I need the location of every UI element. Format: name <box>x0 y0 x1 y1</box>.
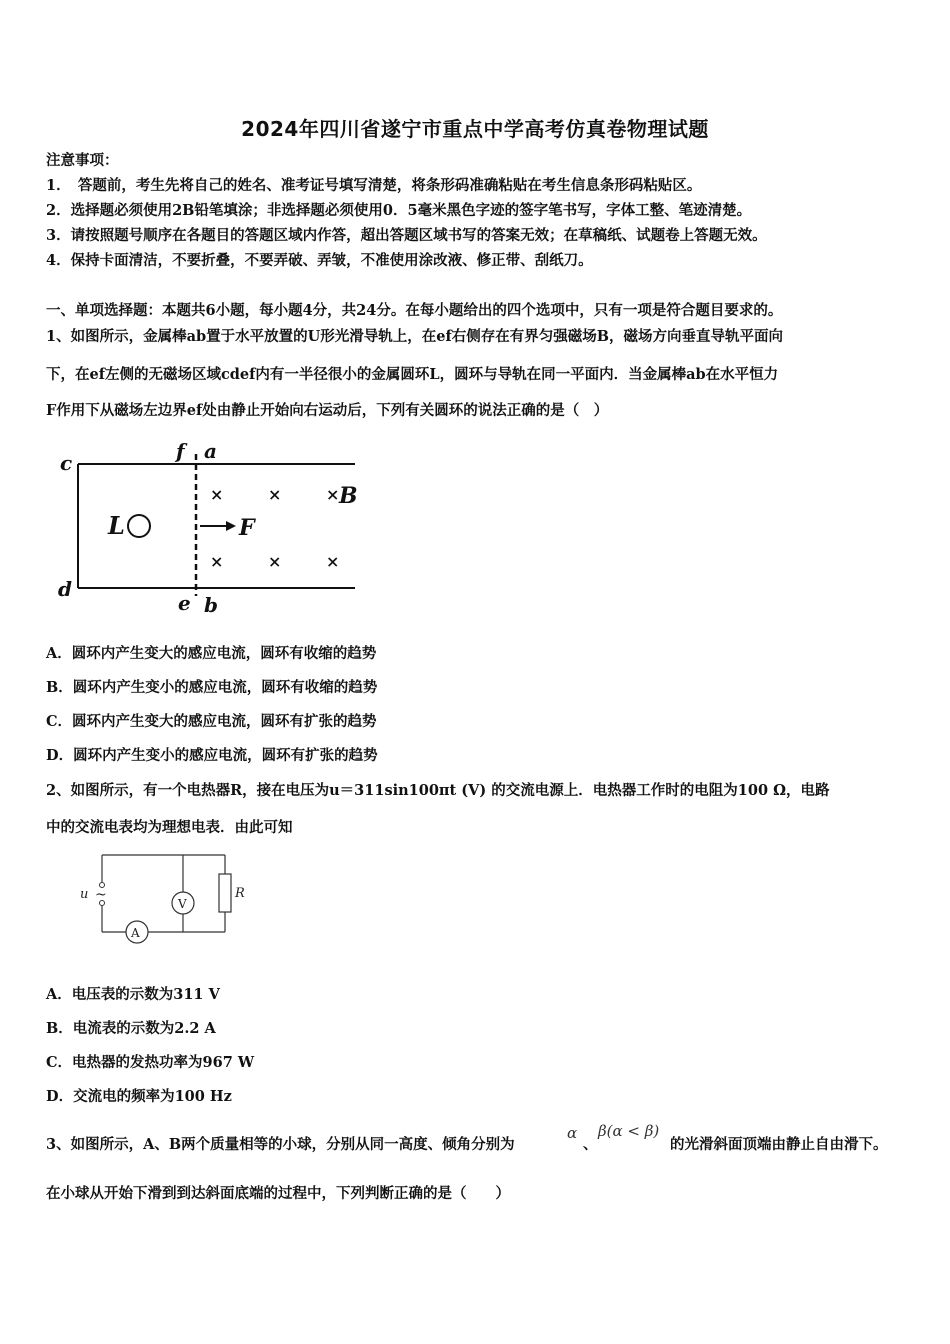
notice-heading: 注意事项： <box>46 152 119 169</box>
label-voltmeter: V <box>178 897 187 911</box>
field-cross: × <box>268 485 282 504</box>
question-3-text-start: 3、如图所示，A、B两个质量相等的小球，分别从同一高度、倾角分别为 <box>46 1136 515 1153</box>
field-cross: × <box>326 485 340 504</box>
q1-option-a: A．圆环内产生变大的感应电流，圆环有收缩的趋势 <box>46 645 377 662</box>
label-F: F <box>239 515 255 541</box>
q1-option-d: D．圆环内产生变小的感应电流，圆环有扩张的趋势 <box>46 747 378 764</box>
math-alpha: α <box>567 1124 578 1142</box>
separator: 、 <box>583 1136 598 1153</box>
label-e: e <box>178 591 191 615</box>
label-R: R <box>235 886 245 901</box>
label-a: a <box>204 439 217 463</box>
math-beta-condition: β(α < β) <box>598 1122 660 1140</box>
question-1-figure <box>50 436 370 621</box>
field-cross: × <box>326 552 340 571</box>
question-2-text: 中的交流电表均为理想电表．由此可知 <box>46 819 293 836</box>
question-2-circuit <box>75 848 255 948</box>
label-ac: ~ <box>95 887 107 903</box>
q1-option-c: C．圆环内产生变大的感应电流，圆环有扩张的趋势 <box>46 713 377 730</box>
label-B: B <box>339 483 358 509</box>
label-L: L <box>108 511 125 540</box>
question-1-text: F作用下从磁场左边界ef处由静止开始向右运动后，下列有关圆环的说法正确的是（ ） <box>46 402 609 419</box>
q1-option-b: B．圆环内产生变小的感应电流，圆环有收缩的趋势 <box>46 679 378 696</box>
field-cross: × <box>268 552 282 571</box>
q2-option-c: C．电热器的发热功率为967 W <box>46 1054 255 1071</box>
question-2-text: 2、如图所示，有一个电热器R，接在电压为u＝311sin100πt (V) 的交流电源上．电热器工作时的电阻为100 Ω，电路 <box>46 782 830 799</box>
question-3-text: 在小球从开始下滑到到达斜面底端的过程中，下列判断正确的是（ ） <box>46 1185 510 1202</box>
label-b: b <box>204 593 218 617</box>
notice-item: 3．请按照题号顺序在各题目的答题区域内作答，超出答题区域书写的答案无效；在草稿纸、试题卷上答题无效。 <box>46 227 767 244</box>
label-ammeter: A <box>131 926 140 940</box>
question-1-text: 1、如图所示，金属棒ab置于水平放置的U形光滑导轨上，在ef右侧存在有界匀强磁场B，磁场方向垂直导轨平面向 <box>46 328 783 345</box>
question-3-text-end: 的光滑斜面顶端由静止自由滑下。 <box>670 1136 888 1153</box>
q2-option-b: B．电流表的示数为2.2 A <box>46 1020 216 1037</box>
label-d: d <box>58 577 72 601</box>
notice-item: 1． 答题前，考生先将自己的姓名、准考证号填写清楚，将条形码准确粘贴在考生信息条形码粘贴区。 <box>46 177 702 194</box>
question-1-text: 下，在ef左侧的无磁场区域cdef内有一半径很小的金属圆环L，圆环与导轨在同一平面内．当金属棒ab在水平恒力 <box>46 366 779 383</box>
q2-option-d: D．交流电的频率为100 Hz <box>46 1088 232 1105</box>
q2-option-a: A．电压表的示数为311 V <box>46 986 220 1003</box>
label-f: f <box>176 439 185 463</box>
label-u: u <box>80 887 89 902</box>
field-cross: × <box>210 485 224 504</box>
field-cross: × <box>210 552 224 571</box>
label-c: c <box>60 451 73 475</box>
notice-item: 2．选择题必须使用2B铅笔填涂；非选择题必须使用0．5毫米黑色字迹的签字笔书写，字体工整、笔迹清楚。 <box>46 202 752 219</box>
section-heading: 一、单项选择题：本题共6小题，每小题4分，共24分。在每小题给出的四个选项中，只有一项是符合题目要求的。 <box>46 302 783 319</box>
page-title: 2024年四川省遂宁市重点中学高考仿真卷物理试题 <box>241 117 709 141</box>
notice-item: 4．保持卡面清洁，不要折叠，不要弄破、弄皱，不准使用涂改液、修正带、刮纸刀。 <box>46 252 593 269</box>
